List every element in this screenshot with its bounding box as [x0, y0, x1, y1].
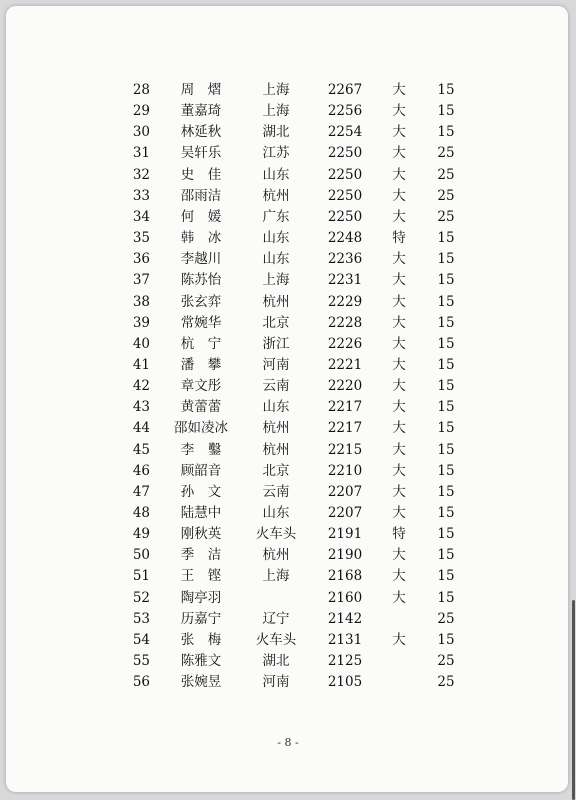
rating: 2207 [327, 505, 363, 521]
row-number: 41 [132, 356, 150, 373]
team-name: 火车头 [255, 526, 297, 543]
player-name: 陆慧中 [180, 505, 222, 521]
player-name: 张婉昱 [180, 674, 222, 691]
rating: 2250 [327, 208, 363, 225]
table-row [6, 672, 568, 693]
row-number: 30 [132, 124, 150, 141]
table-row [6, 80, 568, 101]
team-name: 杭州 [262, 441, 290, 458]
team-name: 杭州 [262, 420, 290, 437]
points: 15 [437, 505, 455, 521]
rating: 2131 [327, 631, 363, 648]
table-row [6, 588, 568, 609]
team-name: 上海 [262, 568, 290, 585]
table-row [6, 186, 568, 207]
player-name: 史 佳 [180, 166, 222, 183]
rating: 2217 [327, 399, 363, 416]
points: 25 [437, 610, 455, 627]
title-grade: 特 [392, 526, 406, 543]
title-grade: 大 [392, 145, 406, 162]
player-name: 陈雅文 [180, 653, 222, 670]
table-row [6, 609, 568, 630]
points: 15 [437, 483, 455, 500]
rating: 2207 [327, 483, 363, 500]
title-grade: 大 [392, 208, 406, 225]
team-name: 杭州 [262, 187, 290, 204]
table-row [6, 440, 568, 461]
team-name: 山东 [262, 505, 290, 521]
points: 15 [437, 356, 455, 373]
points: 15 [437, 251, 455, 268]
row-number: 39 [132, 314, 150, 331]
row-number: 34 [132, 208, 150, 225]
table-row [6, 228, 568, 249]
row-number: 31 [132, 145, 150, 162]
table-row [6, 503, 568, 524]
player-name: 邵雨洁 [180, 187, 222, 204]
title-grade: 大 [392, 356, 406, 373]
row-number: 36 [132, 251, 150, 268]
team-name: 杭州 [262, 293, 290, 310]
rating: 2125 [327, 653, 363, 670]
team-name: 湖北 [262, 124, 290, 141]
rating: 2228 [327, 314, 363, 331]
rating: 2226 [327, 335, 363, 352]
table-row [6, 101, 568, 122]
document-page [6, 6, 568, 792]
team-name: 山东 [262, 166, 290, 183]
player-name: 杭 宁 [180, 335, 222, 352]
team-name: 广东 [262, 208, 290, 225]
title-grade: 大 [392, 293, 406, 310]
row-number: 38 [132, 293, 150, 310]
table-row [6, 461, 568, 482]
table-row [6, 292, 568, 313]
points: 15 [437, 124, 455, 141]
title-grade: 大 [392, 314, 406, 331]
player-name: 李越川 [180, 251, 222, 268]
team-name: 湖北 [262, 653, 290, 670]
rating: 2231 [327, 272, 363, 289]
points: 15 [437, 378, 455, 395]
points: 15 [437, 230, 455, 247]
row-number: 53 [132, 610, 150, 627]
title-grade: 大 [392, 272, 406, 289]
team-name: 火车头 [255, 631, 297, 648]
row-number: 55 [132, 653, 150, 670]
rating: 2142 [327, 610, 363, 627]
rating: 2220 [327, 378, 363, 395]
rating: 2105 [327, 674, 363, 691]
rating: 2256 [327, 103, 363, 120]
table-row [6, 270, 568, 291]
table-row [6, 630, 568, 651]
player-name: 周 熠 [180, 82, 222, 98]
player-name: 何 媛 [180, 208, 222, 225]
row-number: 48 [132, 505, 150, 521]
points: 15 [437, 314, 455, 331]
rating: 2210 [327, 462, 363, 479]
table-row [6, 566, 568, 587]
rating: 2250 [327, 145, 363, 162]
title-grade: 大 [392, 251, 406, 268]
row-number: 44 [132, 420, 150, 437]
team-name: 北京 [262, 314, 290, 331]
row-number: 46 [132, 462, 150, 479]
player-name: 张玄弈 [180, 293, 222, 310]
points: 15 [437, 82, 455, 98]
team-name: 辽宁 [262, 610, 290, 627]
table-row [6, 418, 568, 439]
row-number: 33 [132, 187, 150, 204]
title-grade: 大 [392, 187, 406, 204]
row-number: 40 [132, 335, 150, 352]
table-row [6, 545, 568, 566]
points: 25 [437, 653, 455, 670]
player-name: 董嘉琦 [180, 103, 222, 120]
team-name: 云南 [262, 483, 290, 500]
title-grade: 大 [392, 335, 406, 352]
title-grade: 大 [392, 420, 406, 437]
player-name: 林延秋 [180, 124, 222, 141]
rating: 2215 [327, 441, 363, 458]
rating: 2190 [327, 547, 363, 564]
table-row [6, 207, 568, 228]
rating: 2217 [327, 420, 363, 437]
player-name: 章文彤 [180, 378, 222, 395]
points: 25 [437, 674, 455, 691]
rating: 2248 [327, 230, 363, 247]
title-grade: 大 [392, 124, 406, 141]
table-row [6, 397, 568, 418]
row-number: 56 [132, 674, 150, 691]
row-number: 50 [132, 547, 150, 564]
points: 15 [437, 631, 455, 648]
title-grade: 大 [392, 441, 406, 458]
points: 15 [437, 293, 455, 310]
points: 15 [437, 547, 455, 564]
title-grade: 大 [392, 103, 406, 120]
page-number: - 8 - [277, 736, 299, 749]
row-number: 49 [132, 526, 150, 543]
team-name: 杭州 [262, 547, 290, 564]
team-name: 上海 [262, 103, 290, 120]
points: 15 [437, 526, 455, 543]
team-name: 浙江 [262, 335, 290, 352]
player-name: 吴轩乐 [180, 145, 222, 162]
points: 15 [437, 103, 455, 120]
player-name: 潘 攀 [180, 356, 222, 373]
points: 15 [437, 272, 455, 289]
title-grade: 特 [392, 230, 406, 247]
title-grade: 大 [392, 568, 406, 585]
row-number: 47 [132, 483, 150, 500]
table-row [6, 651, 568, 672]
title-grade: 大 [392, 399, 406, 416]
rating: 2236 [327, 251, 363, 268]
points: 25 [437, 166, 455, 183]
title-grade: 大 [392, 82, 406, 98]
title-grade: 大 [392, 631, 406, 648]
player-name: 李 鑿 [180, 441, 222, 458]
title-grade: 大 [392, 378, 406, 395]
rating: 2160 [327, 589, 363, 606]
rating: 2250 [327, 166, 363, 183]
team-name: 山东 [262, 230, 290, 247]
title-grade: 大 [392, 505, 406, 521]
row-number: 32 [132, 166, 150, 183]
team-name: 河南 [262, 356, 290, 373]
row-number: 52 [132, 589, 150, 606]
table-row [6, 249, 568, 270]
team-name: 云南 [262, 378, 290, 395]
title-grade: 大 [392, 483, 406, 500]
player-name: 邵如凌冰 [174, 420, 228, 437]
table-row [6, 165, 568, 186]
table-row [6, 355, 568, 376]
title-grade: 大 [392, 166, 406, 183]
team-name: 山东 [262, 251, 290, 268]
rating: 2267 [327, 82, 363, 98]
team-name: 上海 [262, 272, 290, 289]
player-name: 王 铿 [180, 568, 222, 585]
player-name: 韩 冰 [180, 230, 222, 247]
points: 15 [437, 441, 455, 458]
player-name: 张 梅 [180, 631, 222, 648]
rating: 2229 [327, 293, 363, 310]
points: 15 [437, 568, 455, 585]
team-name: 北京 [262, 462, 290, 479]
rating: 2254 [327, 124, 363, 141]
row-number: 51 [132, 568, 150, 585]
table-row [6, 482, 568, 503]
row-number: 45 [132, 441, 150, 458]
team-name: 山东 [262, 399, 290, 416]
row-number: 42 [132, 378, 150, 395]
table-row [6, 143, 568, 164]
team-name: 上海 [262, 82, 290, 98]
table-row [6, 334, 568, 355]
points: 15 [437, 462, 455, 479]
player-name: 陶亭羽 [180, 589, 222, 606]
player-name: 顾韶音 [180, 462, 222, 479]
points: 25 [437, 187, 455, 204]
points: 25 [437, 145, 455, 162]
points: 25 [437, 208, 455, 225]
row-number: 28 [132, 82, 150, 98]
team-name: 河南 [262, 674, 290, 691]
player-name: 季 洁 [180, 547, 222, 564]
row-number: 54 [132, 631, 150, 648]
points: 15 [437, 335, 455, 352]
table-row [6, 313, 568, 334]
player-name: 刚秋英 [180, 526, 222, 543]
rating: 2168 [327, 568, 363, 585]
points: 15 [437, 399, 455, 416]
player-name: 陈苏怡 [180, 272, 222, 289]
points: 15 [437, 589, 455, 606]
title-grade: 大 [392, 589, 406, 606]
title-grade: 大 [392, 547, 406, 564]
player-name: 黄蕾蕾 [180, 399, 222, 416]
rating: 2221 [327, 356, 363, 373]
rating: 2191 [327, 526, 363, 543]
rating: 2250 [327, 187, 363, 204]
row-number: 35 [132, 230, 150, 247]
team-name: 江苏 [262, 145, 290, 162]
row-number: 37 [132, 272, 150, 289]
points: 15 [437, 420, 455, 437]
row-number: 43 [132, 399, 150, 416]
table-row [6, 376, 568, 397]
scrollbar[interactable] [572, 600, 575, 800]
player-name: 历嘉宁 [180, 610, 222, 627]
title-grade: 大 [392, 462, 406, 479]
player-name: 孙 文 [180, 483, 222, 500]
player-name: 常婉华 [180, 314, 222, 331]
table-row [6, 524, 568, 545]
table-row [6, 122, 568, 143]
row-number: 29 [132, 103, 150, 120]
